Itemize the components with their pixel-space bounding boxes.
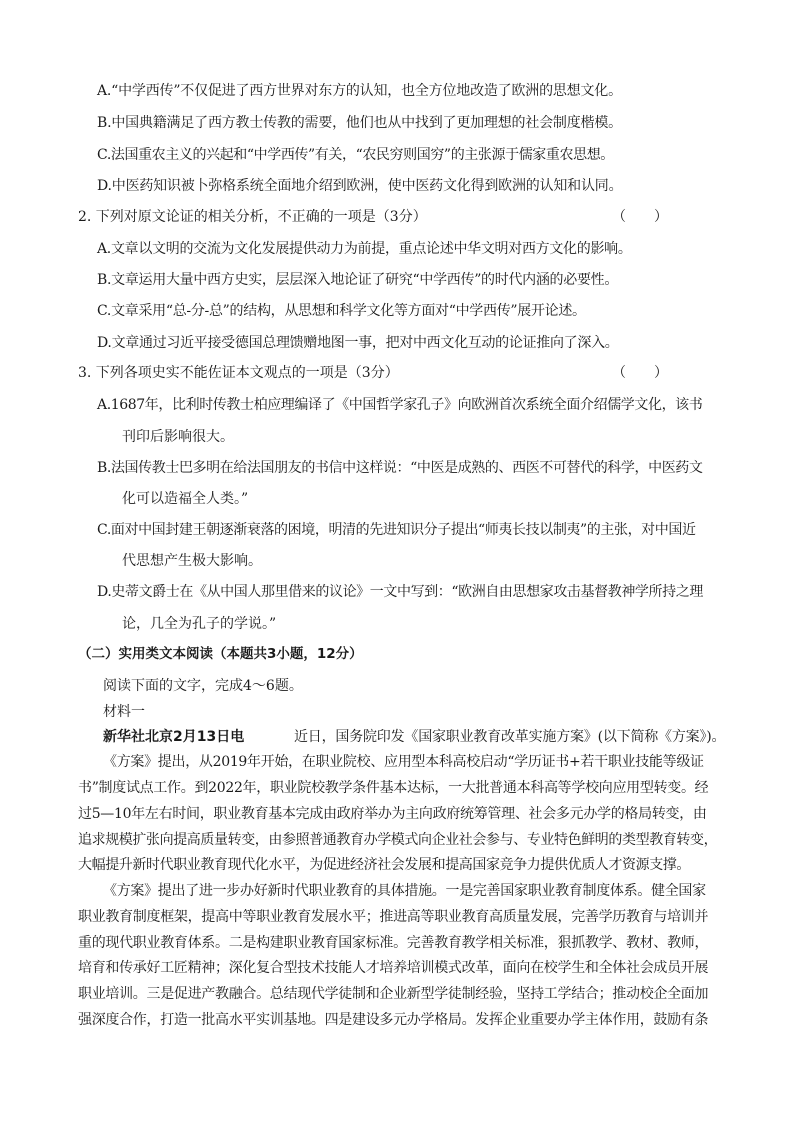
q2-option-d: D.文章通过习近平接受德国总理馈赠地图一事，把对中西文化互动的论证推向了深入。 [97,335,619,351]
paragraph-line: 《方案》提出，从2019年开始，在职业院校、应用型本科高校启动“学历证书+若干职业技能等级证 [103,754,704,770]
paragraph-line: 重的现代职业教育体系。二是构建职业教育国家标准。完善教育教学相关标准，狠抓教学、教材、教师， [78,935,709,951]
q3-option-c-line2: 代思想产生极大影响。 [122,553,262,569]
q1-option-d: D.中医药知识被卜弥格系统全面地介绍到欧洲，使中医药文化得到欧洲的认知和认同。 [97,178,623,194]
q1-option-b: B.中国典籍满足了西方教士传教的需要，他们也从中找到了更加理想的社会制度楷模。 [97,115,622,131]
paragraph-line: 过5—10年左右时间，职业教育基本完成由政府举办为主向政府统筹管理、社会多元办学的格局转变，由 [78,806,707,822]
q3-option-b-line1: B.法国传教士巴多明在给法国朋友的书信中这样说：“中医是成熟的、西医不可替代的科学，中医药文 [97,460,703,476]
paragraph-line: 职业教育制度框架，提高中等职业教育发展水平；推进高等职业教育高质量发展，完善学历教育与培训并 [78,909,709,925]
news-dateline: 新华社北京2月13日电 [103,729,245,745]
paragraph-line: 培育和传承好工匠精神；深化复合型技术技能人才培养培训模式改革，面向在校学生和全体社会成员开展 [78,960,709,976]
material-label: 材料一 [103,704,145,720]
q3-option-b-line2: 化可以造福全人类。” [122,491,249,507]
paragraph-line: 《方案》提出了进一步办好新时代职业教育的具体措施。一是完善国家职业教育制度体系。健全国家 [103,883,706,899]
q3-option-a-line2: 刊印后影响很大。 [122,429,234,445]
q2-option-c: C.文章采用“总-分-总”的结构，从思想和科学文化等方面对“中学西传”展开论述。 [97,303,586,319]
q2-option-b: B.文章运用大量中西方史实，层层深入地论证了研究“中学西传”的时代内涵的必要性。 [97,272,619,288]
q3-option-d-line2: 论，几全为孔子的学说。” [122,616,277,632]
paragraph-line: 追求规模扩张向提高质量转变，由参照普通教育办学模式向企业社会参与、专业特色鲜明的类型教育转变， [78,832,718,848]
q3-option-c-line1: C.面对中国封建王朝逐渐衰落的困境，明清的先进知识分子提出“师夷长技以制夷”的主张，对中国近 [97,522,696,538]
news-lead: 近日，国务院印发《国家职业教育改革实施方案》(以下简称《方案》)。 [294,729,726,745]
q1-option-a: A.“中学西传”不仅促进了西方世界对东方的认知，也全方位地改造了欧洲的思想文化。 [97,83,622,99]
q2-answer-paren: （ ） [612,209,668,225]
section-heading: （二）实用类文本阅读（本题共3小题，12分） [78,646,363,662]
q2-option-a: A.文章以文明的交流为文化发展提供动力为前提，重点论述中华文明对西方文化的影响。 [97,241,632,257]
reading-instruction: 阅读下面的文字，完成4～6题。 [103,678,303,694]
paragraph-line: 大幅提升新时代职业教育现代化水平，为促进经济社会发展和提高国家竞争力提供优质人才资源支撑。 [78,857,690,873]
q1-option-c: C.法国重农主义的兴起和“中学西传”有关，“农民穷则国穷”的主张源于儒家重农思想。 [97,147,614,163]
paragraph-line: 职业培训。三是促进产教融合。总结现代学徒制和企业新型学徒制经验，坚持工学结合；推动校企全面加 [78,986,709,1002]
q3-option-a-line1: A.1687年，比利时传教士柏应理编译了《中国哲学家孔子》向欧洲首次系统全面介绍儒学文化，该书 [97,397,703,413]
q3-option-d-line1: D.史蒂文爵士在《从中国人那里借来的议论》一文中写到：“欧洲自由思想家攻击基督教神学所持之理 [97,584,703,600]
q3-stem: 3. 下列各项史实不能佐证本文观点的一项是（3分） [78,365,399,381]
paragraph-line: 强深度合作，打造一批高水平实训基地。四是建设多元办学格局。发挥企业重要办学主体作用，鼓励有条 [78,1012,709,1028]
q3-answer-paren: （ ） [612,365,668,381]
q2-stem: 2. 下列对原文论证的相关分析，不正确的一项是（3分） [78,209,427,225]
paragraph-line: 书”制度试点工作。到2022年，职业院校教学条件基本达标，一大批普通本科高等学校向应用型转变。经 [78,780,709,796]
